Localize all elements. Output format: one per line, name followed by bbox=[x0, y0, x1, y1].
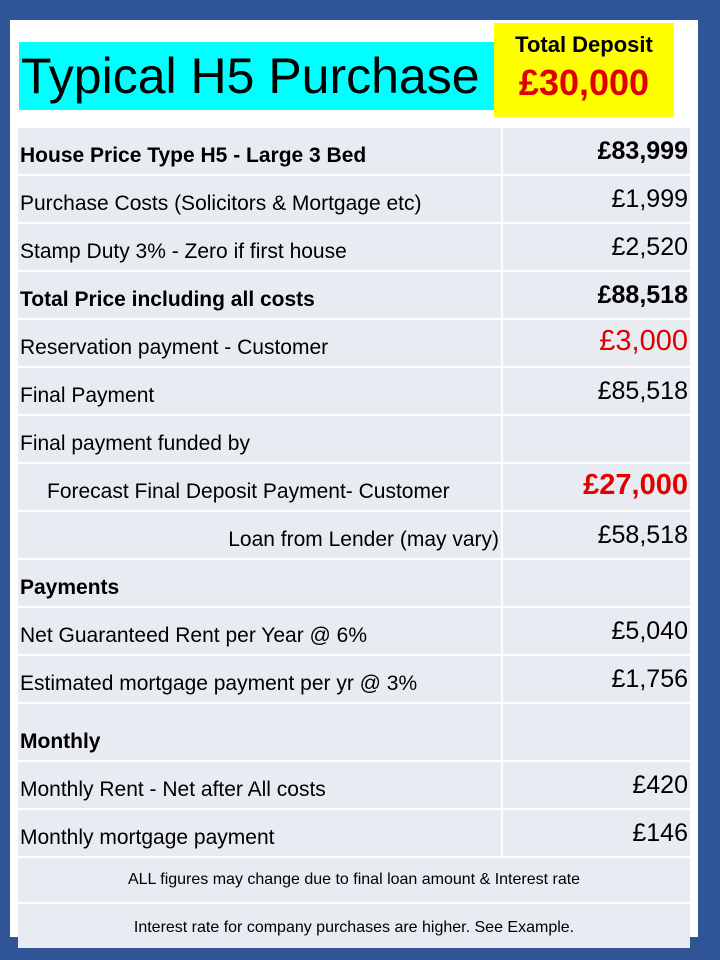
section-heading: Monthly bbox=[18, 704, 503, 760]
row-value: £420 bbox=[503, 762, 690, 808]
row-value: £5,040 bbox=[503, 608, 690, 654]
row-label: Loan from Lender (may vary) bbox=[18, 512, 503, 558]
cost-table bbox=[18, 126, 690, 948]
row-value: £58,518 bbox=[503, 512, 690, 558]
row-final-payment bbox=[18, 366, 690, 414]
row-value: £146 bbox=[503, 810, 690, 856]
row-label: Total Price including all costs bbox=[18, 272, 503, 318]
row-label: Estimated mortgage payment per yr @ 3% bbox=[18, 656, 503, 702]
row-label: Forecast Final Deposit Payment- Customer bbox=[18, 464, 503, 510]
row-value: £83,999 bbox=[503, 128, 690, 174]
row-label: Purchase Costs (Solicitors & Mortgage etc) bbox=[18, 176, 503, 222]
row-label: Stamp Duty 3% - Zero if first house bbox=[18, 224, 503, 270]
row-mortgage-yearly bbox=[18, 654, 690, 702]
row-total-price bbox=[18, 270, 690, 318]
row-guaranteed-rent bbox=[18, 606, 690, 654]
row-label: Final payment funded by bbox=[18, 416, 503, 462]
row-funded-by bbox=[18, 414, 690, 462]
row-purchase-costs bbox=[18, 174, 690, 222]
row-monthly-mortgage bbox=[18, 808, 690, 856]
row-value: £1,999 bbox=[503, 176, 690, 222]
footnote-interest: Interest rate for company purchases are higher. See Example. bbox=[18, 902, 690, 948]
row-value: £27,000 bbox=[503, 464, 690, 510]
total-deposit-label: Total Deposit bbox=[515, 32, 653, 57]
row-reservation-payment bbox=[18, 318, 690, 366]
row-value bbox=[503, 560, 690, 606]
row-label: Final Payment bbox=[18, 368, 503, 414]
total-deposit-value: £30,000 bbox=[518, 62, 650, 103]
row-monthly-rent bbox=[18, 760, 690, 808]
row-value: £2,520 bbox=[503, 224, 690, 270]
section-heading: Payments bbox=[18, 560, 503, 606]
row-payments-heading bbox=[18, 558, 690, 606]
row-value: £1,756 bbox=[503, 656, 690, 702]
row-value: £85,518 bbox=[503, 368, 690, 414]
row-label: House Price Type H5 - Large 3 Bed bbox=[18, 128, 503, 174]
total-deposit-box bbox=[494, 23, 674, 117]
page-title: Typical H5 Purchase bbox=[21, 48, 480, 104]
row-label: Monthly mortgage payment bbox=[18, 810, 503, 856]
row-value bbox=[503, 704, 690, 760]
row-final-deposit bbox=[18, 462, 690, 510]
row-value bbox=[503, 416, 690, 462]
row-house-price bbox=[18, 126, 690, 174]
row-label: Reservation payment - Customer bbox=[18, 320, 503, 366]
purchase-sheet bbox=[10, 20, 698, 937]
row-label: Net Guaranteed Rent per Year @ 6% bbox=[18, 608, 503, 654]
row-lender-loan bbox=[18, 510, 690, 558]
row-label: Monthly Rent - Net after All costs bbox=[18, 762, 503, 808]
footnote-figures: ALL figures may change due to final loan amount & Interest rate bbox=[18, 856, 690, 902]
row-stamp-duty bbox=[18, 222, 690, 270]
row-value: £3,000 bbox=[503, 320, 690, 366]
row-value: £88,518 bbox=[503, 272, 690, 318]
row-monthly-heading bbox=[18, 702, 690, 760]
